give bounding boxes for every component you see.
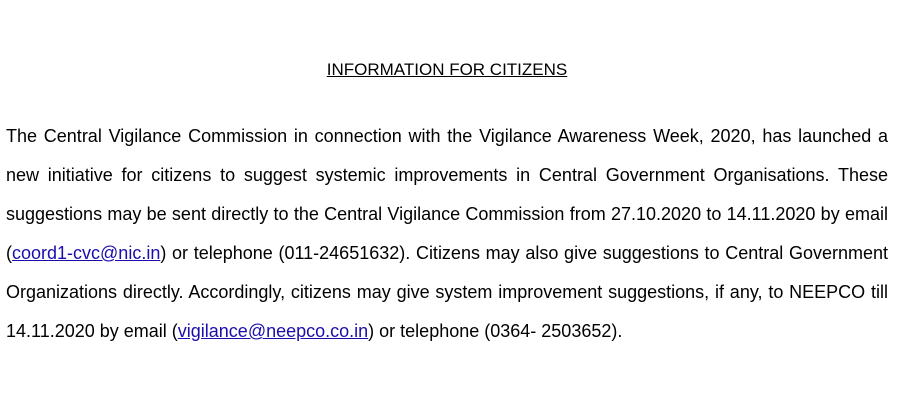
information-paragraph (6, 117, 888, 351)
cvc-email-link[interactable]: coord1-cvc@nic.in (12, 243, 161, 263)
page-title: INFORMATION FOR CITIZENS (326, 60, 568, 79)
paragraph-text-part1: The Central Vigilance Commission in connection with the Vigilance Awareness Week, 2020, has launched a new initiative for citizens to suggest systemic improvements in Central Government Organisations. These suggestions may be sent directly to the Central Vigilance Commission from 27.10.2020 to 14.11.2020 by email ( (6, 126, 888, 263)
neepco-email-link[interactable]: vigilance@neepco.co.in (177, 321, 369, 341)
paragraph-text-part2: ) or telephone (011-24651632). Citizens may also give suggestions to Central Government Organizations directly. Accordingly, citizens may give system improvement suggestions, if any, to NEEPCO till 14.11.2020 by email ( (6, 243, 888, 341)
paragraph-text-part3: ) or telephone (0364- 2503652). (368, 321, 623, 341)
